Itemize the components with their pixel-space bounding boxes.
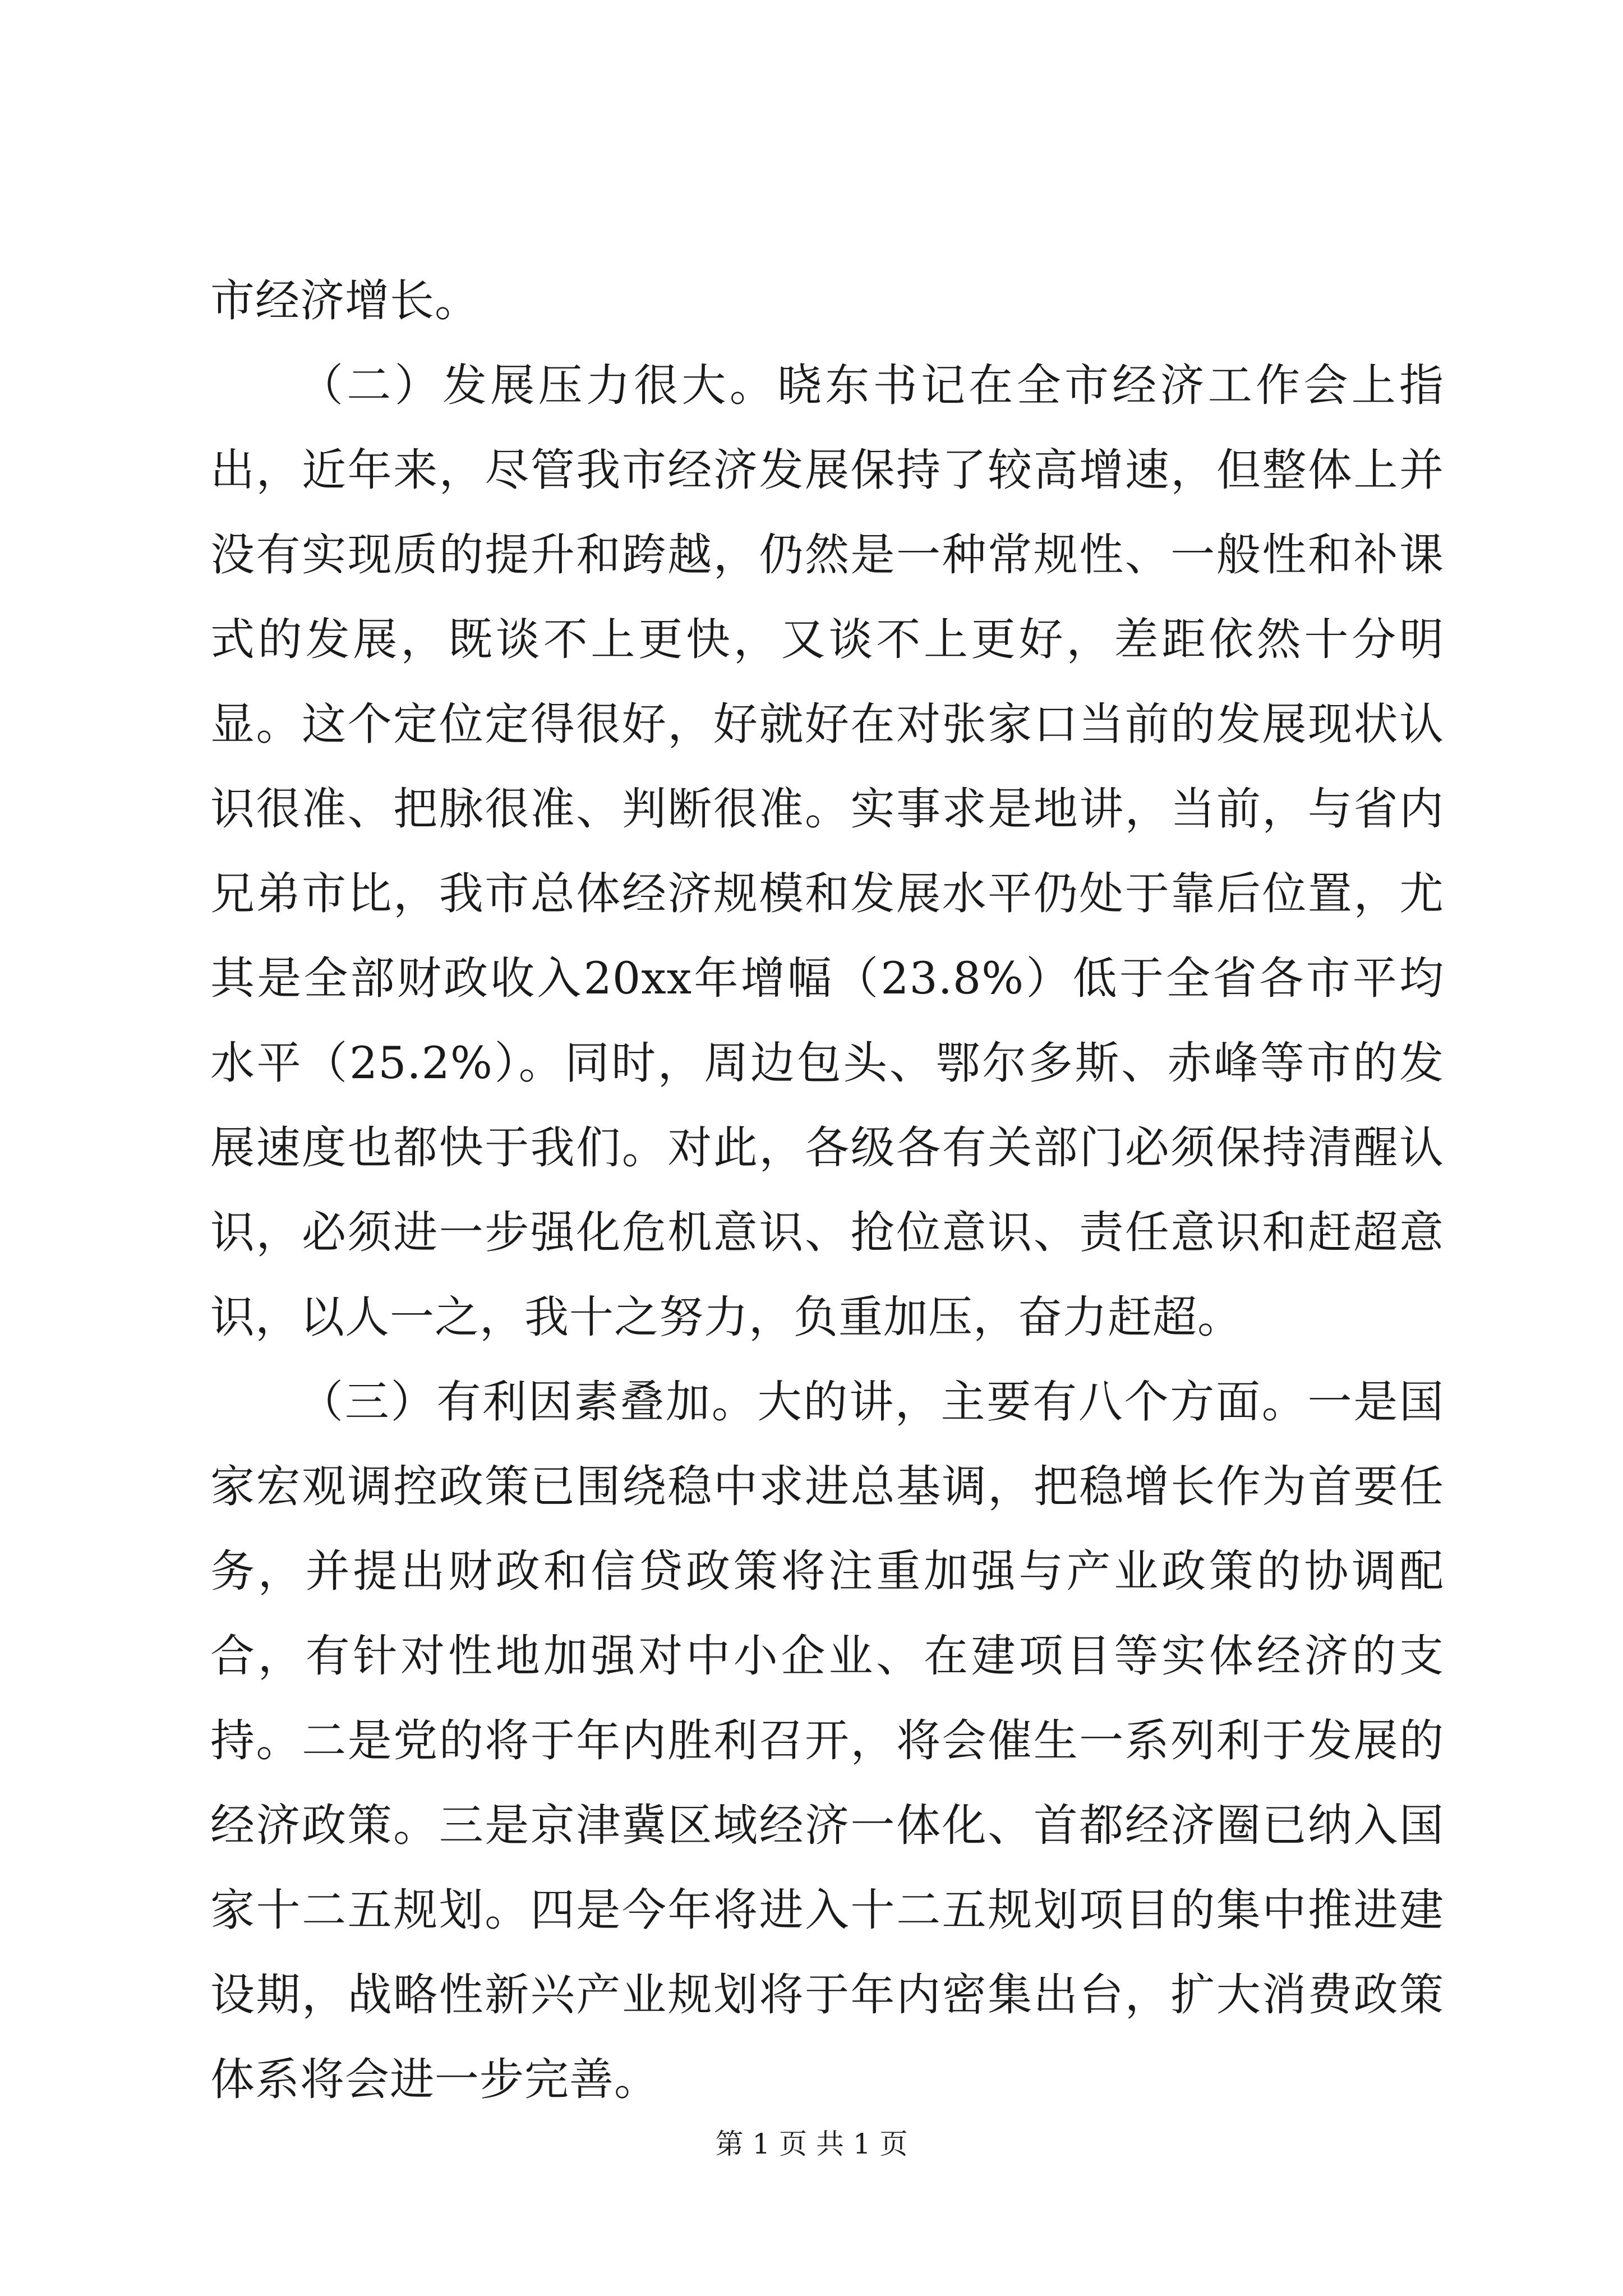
document-body (210, 259, 1444, 2122)
page-footer: 第 1 页 共 1 页 (715, 2128, 908, 2160)
paragraph-continuation: 市经济增长。 (210, 275, 479, 326)
paragraph-development-pressure: （二）发展压力很大。晓东书记在全市经济工作会上指出，近年来，尽管我市经济发展保持了较高增速，但整体上并没有实现质的提升和跨越，仍然是一种常规性、一般性和补课式的发展，既谈不上更快，又谈不上更好，差距依然十分明显。这个定位定得很好，好就好在对张家口当前的发展现状认识很准、把脉很准、判断很准。实事求是地讲，当前，与省内兄弟市比，我市总体经济规模和发展水平仍处于靠后位置，尤其是全部财政收入20xx年增幅（23.8%）低于全省各市平均水平（25.2%）。同时，周边包头、鄂尔多斯、赤峰等市的发展速度也都快于我们。对此，各级各有关部门必须保持清醒认识，必须进一步强化危机意识、抢位意识、责任意识和赶超意识，以人一之，我十之努力，负重加压，奋力赶超。 (210, 360, 1444, 1343)
paragraph-favorable-factors: （三）有利因素叠加。大的讲，主要有八个方面。一是国家宏观调控政策已围绕稳中求进总基调，把稳增长作为首要任务，并提出财政和信贷政策将注重加强与产业政策的协调配合，有针对性地加强对中小企业、在建项目等实体经济的支持。二是党的将于年内胜利召开，将会催生一系列利于发展的经济政策。三是京津冀区域经济一体化、首都经济圈已纳入国家十二五规划。四是今年将进入十二五规划项目的集中推进建设期，战略性新兴产业规划将于年内密集出台，扩大消费政策体系将会进一步完善。 (210, 1376, 1444, 2105)
